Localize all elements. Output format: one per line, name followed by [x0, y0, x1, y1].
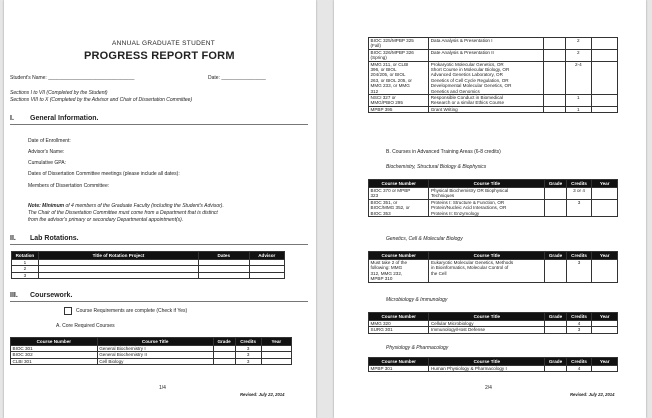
table-row	[369, 61, 618, 94]
col-course-number: Course Number	[369, 180, 429, 188]
course-credits: 1	[565, 106, 591, 112]
course-title: Date Analysis & Presentation II	[429, 49, 543, 61]
col-credits: Credits	[235, 338, 261, 346]
year-cell[interactable]	[591, 38, 617, 50]
section-divider	[10, 301, 308, 302]
col-grade: Grade	[213, 338, 235, 346]
year-cell[interactable]	[592, 199, 618, 216]
col-course-number: Course Number	[369, 313, 429, 321]
grade-cell[interactable]	[545, 327, 567, 333]
revised-date: Revised: July 22, 2014	[240, 392, 285, 397]
course-title: Responsible Conduct in Biomedical Research or a similar Ethics Course	[429, 95, 543, 107]
col-course-title: Course Title	[429, 180, 545, 188]
course-title: Cellular Microbiology	[429, 321, 545, 327]
col-dates: Dates	[199, 252, 250, 260]
col-grade: Grade	[545, 252, 567, 260]
col-course-number: Course Number	[369, 358, 429, 366]
date-field[interactable]: Date: ________________	[208, 75, 266, 81]
course-number: BIOC 326/MPBP 326 (Spring)	[369, 49, 429, 61]
col-course-number: Course Number	[11, 338, 98, 346]
course-credits: 3	[566, 260, 592, 283]
table-row	[369, 260, 618, 283]
section-2-title: Lab Rotations.	[30, 235, 79, 242]
col-credits: Credits	[566, 313, 592, 321]
year-cell[interactable]	[591, 95, 617, 107]
course-number: Must take 2 of the following: MMG 312, MMG 232, MPBP 310	[369, 260, 429, 283]
area-genetics-title: Genetics, Cell & Molecular Biology	[386, 236, 463, 242]
course-credits: 3	[566, 199, 592, 216]
area-physiology-title: Physiology & Pharmacology	[386, 345, 449, 351]
col-year: Year	[592, 252, 618, 260]
course-number: CLBI 301	[11, 358, 98, 364]
page-number: 1/4	[159, 385, 166, 391]
course-number: MPBP 301	[369, 366, 429, 372]
col-course-title: Course Title	[429, 252, 545, 260]
section-1-title: General Information.	[30, 115, 99, 122]
col-credits: Credits	[566, 252, 592, 260]
col-grade: Grade	[545, 358, 567, 366]
section-2-number: II.	[10, 235, 16, 242]
table-row	[369, 95, 618, 107]
course-number: MPBP 395	[369, 106, 429, 112]
genetics-courses-table	[368, 251, 618, 283]
grade-cell[interactable]	[543, 95, 565, 107]
course-credits: 3	[235, 352, 261, 358]
field-committee-meetings[interactable]: Dates of Dissertation Committee meetings (please include all dates):	[28, 171, 180, 177]
course-title: Human Physiology & Pharmacology I	[429, 366, 545, 372]
course-number: BIOC 351, or BIOC/MMG 352, or BIOC 353	[369, 199, 429, 216]
year-cell[interactable]	[591, 106, 617, 112]
course-number: MMG 320	[369, 321, 429, 327]
year-cell[interactable]	[591, 61, 617, 94]
grade-cell[interactable]	[545, 366, 567, 372]
course-title: General Biochemistry I	[97, 346, 213, 352]
course-credits: 4	[566, 321, 592, 327]
table-row	[369, 199, 618, 216]
table-row	[369, 327, 618, 333]
course-title: Eukaryotic Molecular Genetics, Methods in Bioinformatics, Molecular Control of the Cell	[429, 260, 545, 283]
course-title: Cell Biology	[97, 358, 213, 364]
course-credits: 4	[566, 366, 592, 372]
microbiology-courses-table	[368, 312, 618, 334]
course-credits: 3 or 4	[566, 188, 592, 200]
course-number: BIOC 302	[11, 352, 98, 358]
note-rest: of 4 members of the Graduate Faculty (including the Student's Advisor).	[64, 203, 224, 209]
section-divider	[10, 124, 308, 125]
grade-cell[interactable]	[545, 199, 567, 216]
grade-cell[interactable]	[543, 49, 565, 61]
committee-note	[28, 203, 224, 209]
course-number: BIOC 370 or MPBP 323	[369, 188, 429, 200]
course-number: MMG 211, or CLBI 396, or BIOL 204/205, or BIOL 263, or BIOL 205, or MMG 233, or MMG 312	[369, 61, 429, 94]
grade-cell[interactable]	[543, 61, 565, 94]
col-credits: Credits	[566, 358, 592, 366]
year-cell[interactable]	[591, 49, 617, 61]
year-cell[interactable]	[261, 358, 291, 364]
course-number: SURG 301	[369, 327, 429, 333]
table-row	[369, 106, 618, 112]
section-3-title: Coursework.	[30, 292, 73, 299]
core-courses-label: A. Core Required Courses	[56, 323, 115, 329]
table-row	[11, 358, 292, 364]
form-title: PROGRESS REPORT FORM	[84, 50, 235, 62]
area-microbiology-title: Microbiology & Immunology	[386, 297, 448, 303]
course-credits: 3	[566, 327, 592, 333]
course-credits: 2-4	[565, 61, 591, 94]
rotation-table	[11, 251, 285, 279]
advanced-courses-label: B. Courses in Advanced Training Areas (6-8 credits)	[386, 149, 501, 155]
col-year: Year	[261, 338, 291, 346]
revised-date: Revised: July 22, 2014	[570, 392, 615, 397]
rotation-number: 2	[12, 266, 39, 272]
core-courses-table	[10, 337, 292, 365]
page-2	[334, 0, 646, 418]
field-advisor-name[interactable]: Advisor's Name:	[28, 149, 65, 155]
requirements-complete-label: Course Requirements are complete (Check if Yes)	[76, 308, 188, 314]
course-credits: 2	[565, 49, 591, 61]
section-divider	[10, 244, 308, 245]
rotation-number: 1	[12, 260, 39, 266]
col-year: Year	[592, 180, 618, 188]
course-title: Physical Biochemistry OR Biophysical Techniques	[429, 188, 545, 200]
col-grade: Grade	[545, 313, 567, 321]
requirements-complete-checkbox[interactable]	[64, 307, 72, 315]
grade-cell[interactable]	[545, 188, 567, 200]
field-cumulative-gpa[interactable]: Cumulative GPA:	[28, 160, 66, 166]
table-row	[369, 366, 618, 372]
year-cell[interactable]	[592, 188, 618, 200]
col-grade: Grade	[545, 180, 567, 188]
section-1-number: I.	[10, 115, 14, 122]
col-rotation: Rotation	[12, 252, 39, 260]
course-title: Prokaryotic Molecular Genetics, OR Short Course in Molecular Biology, OR Advanced Genetics Laboratory, OR Genetics of Cell Cycle Regulation, OR Developmental Molecular Genetics, OR Genetics and Genomics	[429, 61, 543, 94]
form-subtitle: ANNUAL GRADUATE STUDENT	[112, 40, 215, 47]
page-number: 2/4	[485, 385, 492, 391]
col-year: Year	[592, 358, 618, 366]
course-number: BIOC 325/MPBP 325 (Fall)	[369, 38, 429, 50]
course-title: Proteins I: Structure & Function, OR Protein/Nucleic Acid Interactions, OR Proteins II: Enzymology	[429, 199, 545, 216]
year-cell[interactable]	[592, 366, 618, 372]
year-cell[interactable]	[592, 260, 618, 283]
course-title: Data Analysis & Presentation I	[429, 38, 543, 50]
rotation-advisor-cell[interactable]	[249, 272, 284, 278]
col-course-title: Course Title	[429, 313, 545, 321]
course-title: General Biochemistry II	[97, 352, 213, 358]
course-credits: 1	[565, 95, 591, 107]
table-row	[369, 188, 618, 200]
course-number: BIOC 301	[11, 346, 98, 352]
section-3-number: III.	[10, 292, 18, 299]
grade-cell[interactable]	[213, 358, 235, 364]
col-course-title: Course Title	[429, 358, 545, 366]
course-number: NSCI 327 or MMG/PBIO 295	[369, 95, 429, 107]
area-biochemistry-title: Biochemistry, Structural Biology & Biophysics	[386, 164, 487, 170]
core-courses-continued-table	[368, 37, 618, 113]
grade-cell[interactable]	[543, 106, 565, 112]
year-cell[interactable]	[592, 327, 618, 333]
grade-cell[interactable]	[543, 38, 565, 50]
table-row	[369, 49, 618, 61]
col-advisor: Advisor	[249, 252, 284, 260]
page-1	[4, 0, 316, 418]
sections-note-advisor: Sections VIII to X (Completed by the Advisor and Chair of Dissertation Committee)	[10, 97, 193, 103]
students-name-field[interactable]: Student's Name: _______________________________	[10, 75, 135, 81]
course-credits: 3	[235, 358, 261, 364]
rotation-number: 3	[12, 272, 39, 278]
col-course-title: Course Title	[97, 338, 213, 346]
rotation-dates-cell[interactable]	[199, 272, 250, 278]
grade-cell[interactable]	[545, 260, 567, 283]
table-row	[369, 38, 618, 50]
course-title: Grant Writing	[429, 106, 543, 112]
col-title: Title of Rotation Project	[38, 252, 198, 260]
col-credits: Credits	[566, 180, 592, 188]
note-bold: Note: Minimum	[28, 203, 65, 209]
committee-note-line2: The Chair of the Dissertation Committee must come from a Department that is distinct	[28, 210, 218, 216]
col-year: Year	[592, 313, 618, 321]
col-course-number: Course Number	[369, 252, 429, 260]
sections-note-student: Sections I to VII (Completed by the Student)	[10, 90, 108, 96]
course-credits: 2	[565, 38, 591, 50]
field-committee-members[interactable]: Members of Dissertation Committee:	[28, 183, 110, 189]
course-credits: 3	[235, 346, 261, 352]
committee-note-line3: from the advisor's primary or secondary Departmental appointment(s).	[28, 217, 184, 223]
table-row	[12, 272, 285, 278]
biochemistry-courses-table	[368, 179, 618, 217]
course-title: Immunology/Host Defense	[429, 327, 545, 333]
rotation-title-cell[interactable]	[38, 272, 198, 278]
field-date-of-enrollment[interactable]: Date of Enrollment:	[28, 138, 71, 144]
physiology-courses-table	[368, 357, 618, 372]
